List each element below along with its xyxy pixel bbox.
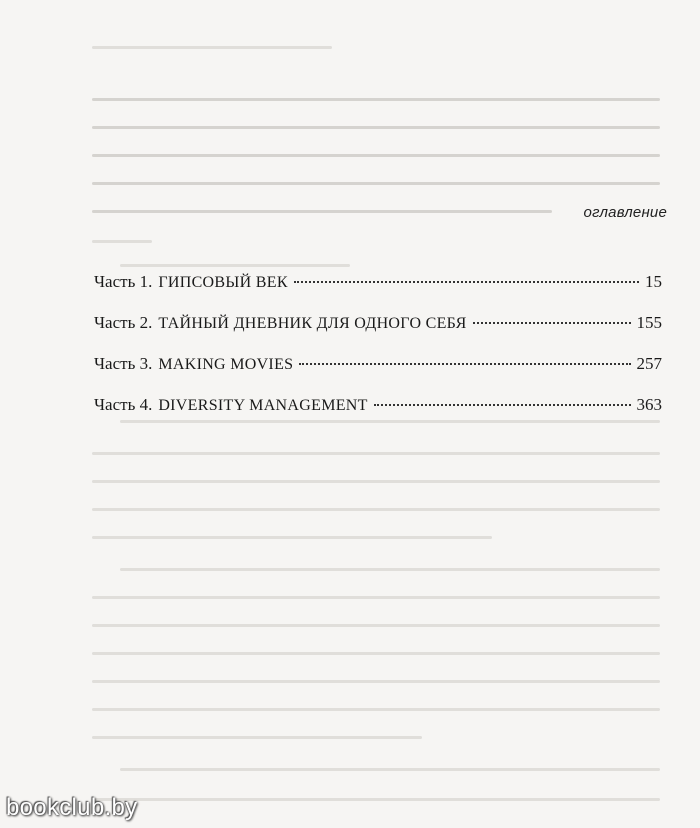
toc-part-label: Часть 4. xyxy=(94,395,153,414)
watermark-logo: bookclub.by xyxy=(6,794,138,821)
toc-entry-part-1 xyxy=(94,272,662,294)
table-of-contents xyxy=(94,272,662,436)
toc-part-label: Часть 2. xyxy=(94,313,153,332)
toc-part-title: ТАЙНЫЙ ДНЕВНИК ДЛЯ ОДНОГО СЕБЯ xyxy=(158,315,467,332)
dot-leader xyxy=(294,281,639,283)
toc-page-number: 363 xyxy=(636,395,662,414)
toc-page-number: 257 xyxy=(636,354,662,373)
toc-entry-part-4 xyxy=(94,395,662,417)
dot-leader xyxy=(473,322,631,324)
toc-part-title: ГИПСОВЫЙ ВЕК xyxy=(158,274,288,291)
toc-part-label: Часть 3. xyxy=(94,354,153,373)
dot-leader xyxy=(374,404,631,406)
toc-part-title: DIVERSITY MANAGEMENT xyxy=(158,397,368,414)
dot-leader xyxy=(299,363,630,365)
toc-entry-part-2 xyxy=(94,313,662,335)
toc-part-label: Часть 1. xyxy=(94,272,153,291)
toc-page-number: 155 xyxy=(636,313,662,332)
toc-entry-part-3 xyxy=(94,354,662,376)
toc-heading: оглавление xyxy=(583,204,667,221)
toc-page-number: 15 xyxy=(645,272,662,291)
toc-part-title: MAKING MOVIES xyxy=(158,356,294,373)
